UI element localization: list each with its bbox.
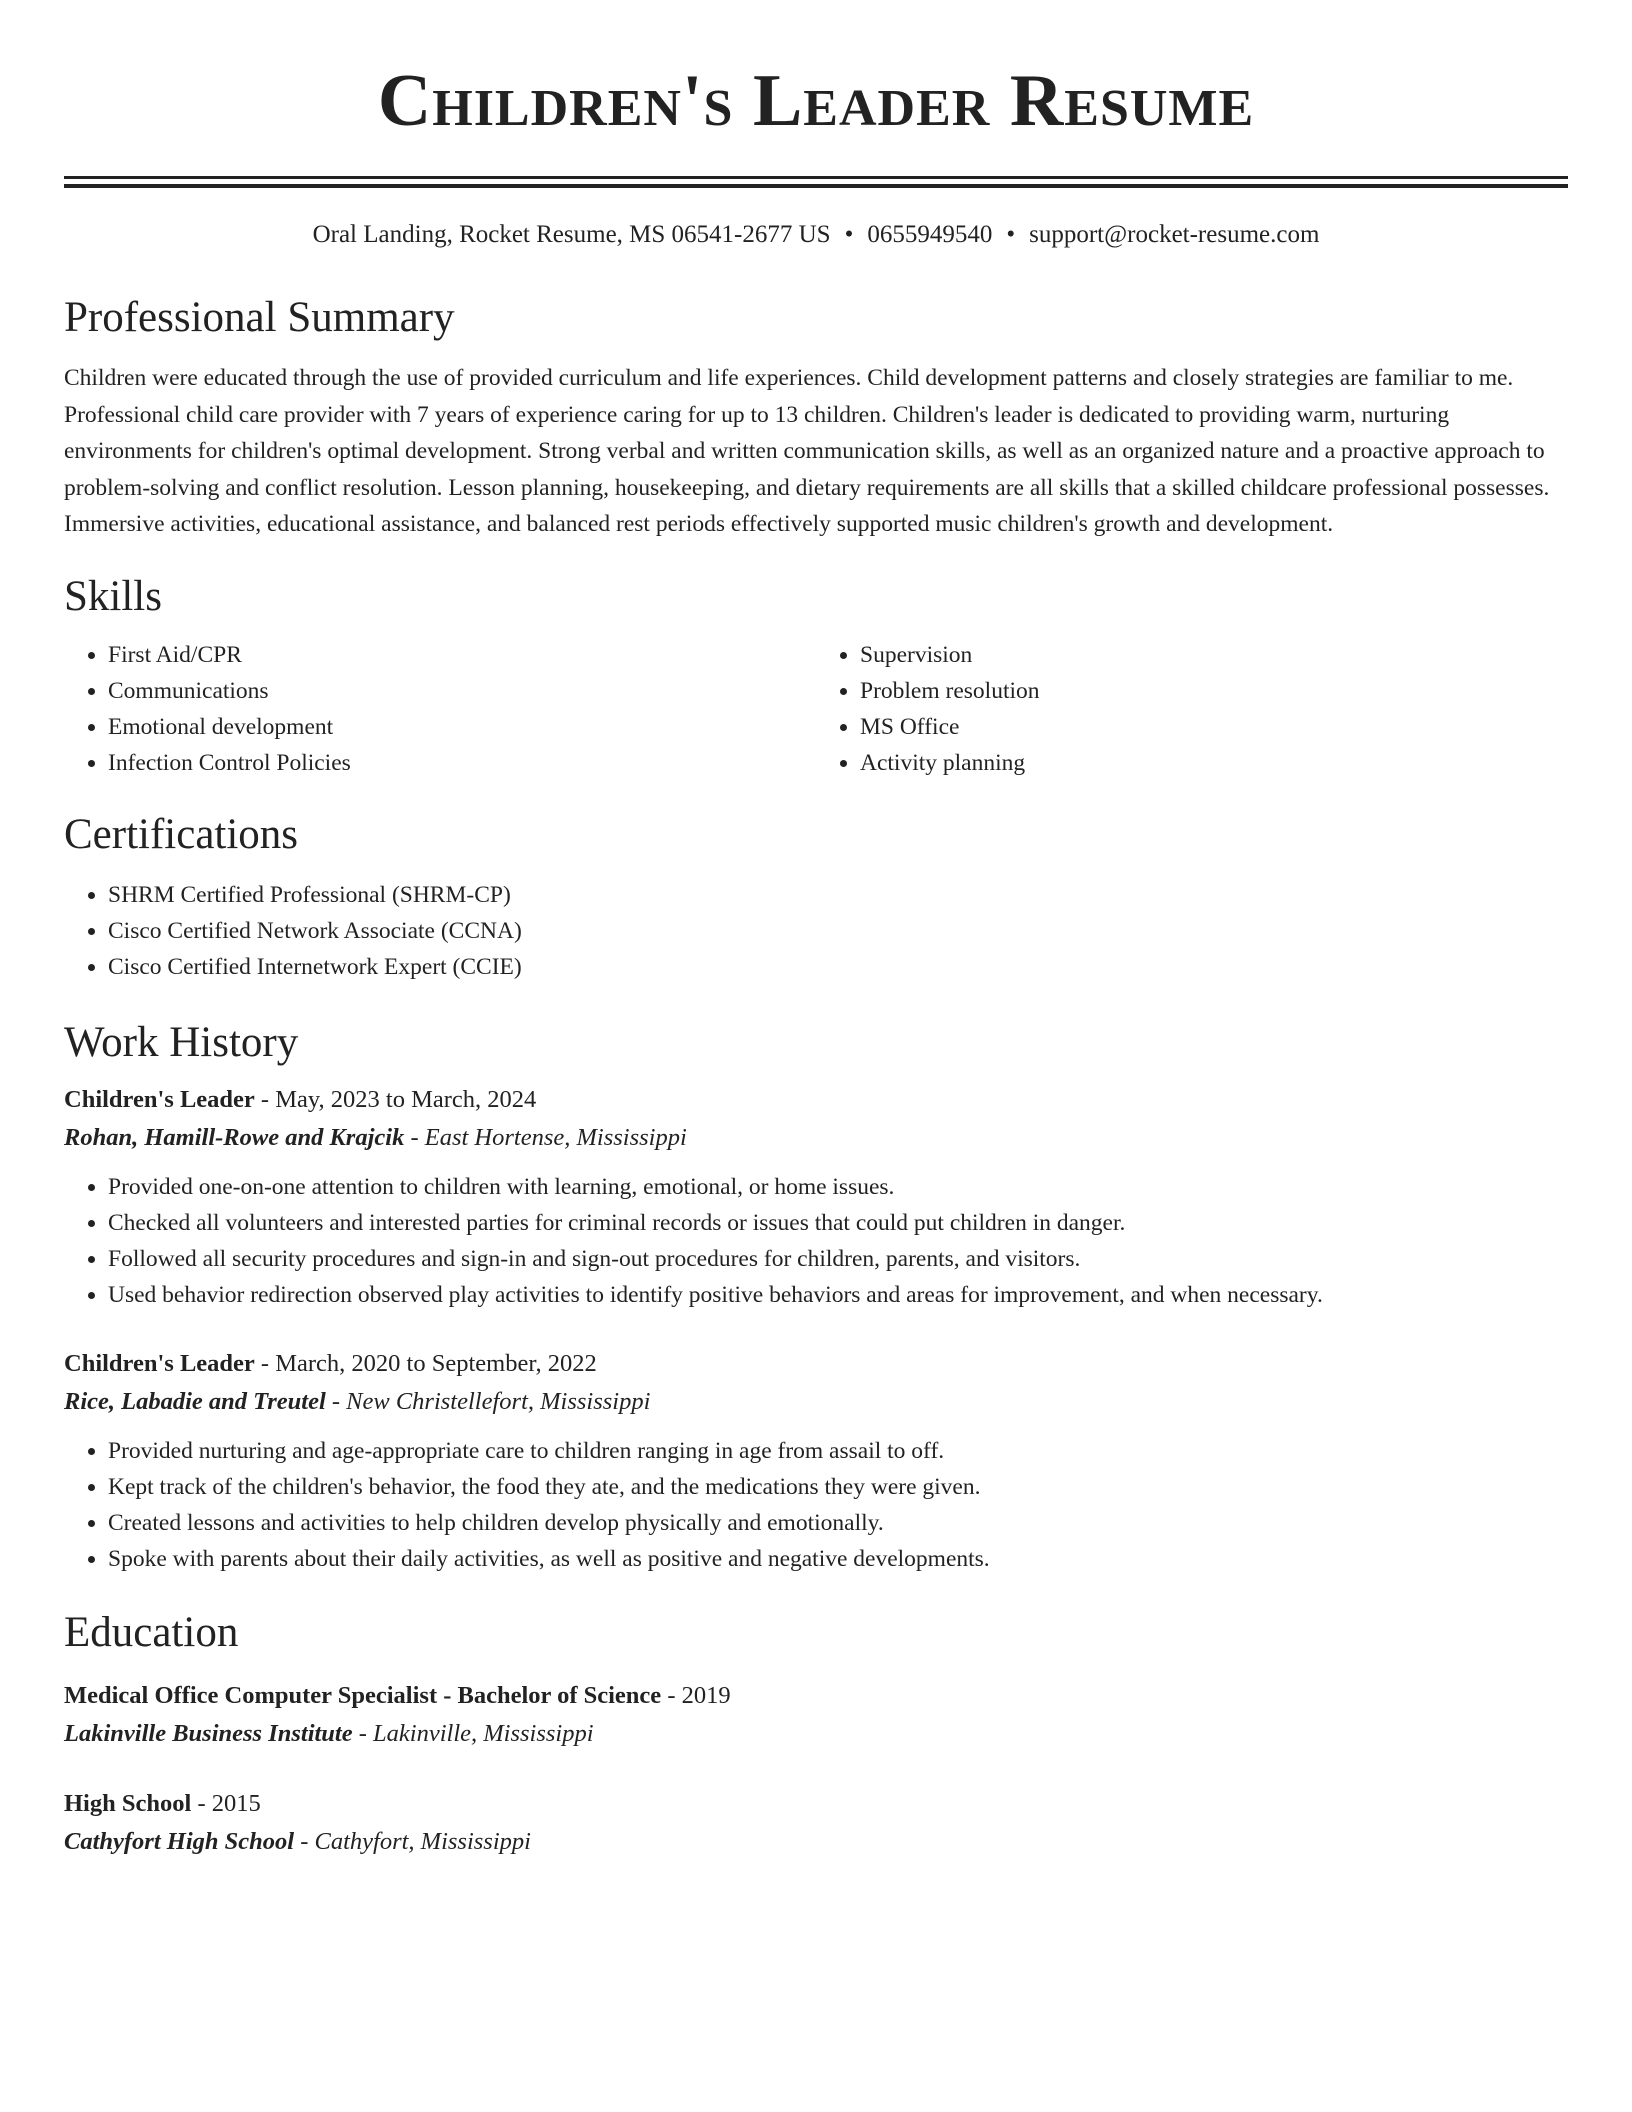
contact-phone: 0655949540 xyxy=(867,221,993,248)
job-title-line xyxy=(64,1345,1568,1383)
contact-separator: • xyxy=(844,221,854,248)
education-location: - Cathyfort, Mississippi xyxy=(300,1827,531,1855)
title-divider-top xyxy=(64,176,1568,179)
skills-column-right xyxy=(816,637,1568,781)
education-school: Cathyfort High School xyxy=(64,1827,295,1855)
job-duty: • Spoke with parents about their daily activities, as well as positive and negative developments. xyxy=(108,1541,1568,1577)
education-school: Lakinville Business Institute xyxy=(64,1719,353,1747)
skills-heading: Skills xyxy=(64,572,162,620)
job-company: Rice, Labadie and Treutel xyxy=(64,1387,326,1415)
contact-address: Oral Landing, Rocket Resume, MS 06541-2677 US xyxy=(312,221,831,248)
certifications-list xyxy=(64,877,1568,985)
job-duty: • Provided nurturing and age-appropriate care to children ranging in age from assail to off. xyxy=(108,1433,1568,1469)
education-heading: Education xyxy=(64,1608,239,1656)
education-location: - Lakinville, Mississippi xyxy=(358,1719,594,1747)
education-degree-line xyxy=(64,1677,1568,1715)
title-divider-bottom xyxy=(64,184,1568,188)
education-entry xyxy=(64,1785,1568,1861)
education-degree-line xyxy=(64,1785,1568,1823)
job-entry xyxy=(64,1345,1568,1577)
job-entry xyxy=(64,1081,1568,1313)
summary-heading: Professional Summary xyxy=(64,294,455,341)
job-company: Rohan, Hamill-Rowe and Krajcik xyxy=(64,1123,405,1151)
job-duty: • Provided one-on-one attention to children with learning, emotional, or home issues. xyxy=(108,1169,1568,1205)
job-title: Children's Leader xyxy=(64,1085,255,1113)
certifications-heading: Certifications xyxy=(64,810,299,858)
summary-text: Children were educated through the use of provided curriculum and life experiences. Child development patterns and closely strategies are familiar to me. Professional child care provider with 7 years of experience caring for up to 13 children. Children's leader is dedicated to providing warm, nurturing environments for children's optimal development. Strong verbal and written communication skills, as well as an organized nature and a proactive approach to problem-solving and conflict resolution. Lesson planning, housekeeping, and dietary requirements are all skills that a skilled childcare professional possesses. Immersive activities, educational assistance, and balanced rest periods effectively supported music children's growth and development. xyxy=(64,365,1550,538)
skill-item: • Emotional development xyxy=(108,709,816,745)
job-dates: - May, 2023 to March, 2024 xyxy=(260,1085,537,1113)
education-degree: High School xyxy=(64,1789,192,1817)
job-duty: • Created lessons and activities to help children develop physically and emotionally. xyxy=(108,1505,1568,1541)
job-title-line xyxy=(64,1081,1568,1119)
skill-item: • Activity planning xyxy=(860,745,1568,781)
education-year: - 2019 xyxy=(667,1681,731,1709)
skill-item: • Problem resolution xyxy=(860,673,1568,709)
job-dates: - March, 2020 to September, 2022 xyxy=(260,1349,597,1377)
job-duties xyxy=(64,1433,1568,1577)
job-duty: • Checked all volunteers and interested parties for criminal records or issues that could put children in danger. xyxy=(108,1205,1568,1241)
skill-item: • Communications xyxy=(108,673,816,709)
skill-item: • First Aid/CPR xyxy=(108,637,816,673)
skill-item: • Infection Control Policies xyxy=(108,745,816,781)
skills-column-left xyxy=(64,637,816,781)
certification-item: • Cisco Certified Network Associate (CCNA) xyxy=(108,913,1568,949)
skill-item: • Supervision xyxy=(860,637,1568,673)
job-duties xyxy=(64,1169,1568,1313)
contact-line xyxy=(64,218,1568,252)
job-company-line xyxy=(64,1383,1568,1421)
contact-separator: • xyxy=(1006,221,1016,248)
education-degree: Medical Office Computer Specialist - Bachelor of Science xyxy=(64,1681,662,1709)
education-school-line xyxy=(64,1823,1568,1861)
education-school-line xyxy=(64,1715,1568,1753)
job-duty: • Kept track of the children's behavior, the food they ate, and the medications they were given. xyxy=(108,1469,1568,1505)
skill-item: • MS Office xyxy=(860,709,1568,745)
skills-list xyxy=(64,637,1568,781)
job-company-line xyxy=(64,1119,1568,1157)
job-location: - New Christellefort, Mississippi xyxy=(331,1387,651,1415)
certification-item: • SHRM Certified Professional (SHRM-CP) xyxy=(108,877,1568,913)
job-location: - East Hortense, Mississippi xyxy=(410,1123,687,1151)
work-history-heading: Work History xyxy=(64,1018,299,1066)
contact-email[interactable]: support@rocket-resume.com xyxy=(1029,221,1320,248)
job-duty: • Followed all security procedures and sign-in and sign-out procedures for children, parents, and visitors. xyxy=(108,1241,1568,1277)
education-year: - 2015 xyxy=(197,1789,261,1817)
job-duty: • Used behavior redirection observed play activities to identify positive behaviors and areas for improvement, and when necessary. xyxy=(108,1277,1568,1313)
certification-item: • Cisco Certified Internetwork Expert (CCIE) xyxy=(108,949,1568,985)
resume-title: Children's Leader Resume xyxy=(377,60,1255,142)
education-entry xyxy=(64,1677,1568,1753)
job-title: Children's Leader xyxy=(64,1349,255,1377)
